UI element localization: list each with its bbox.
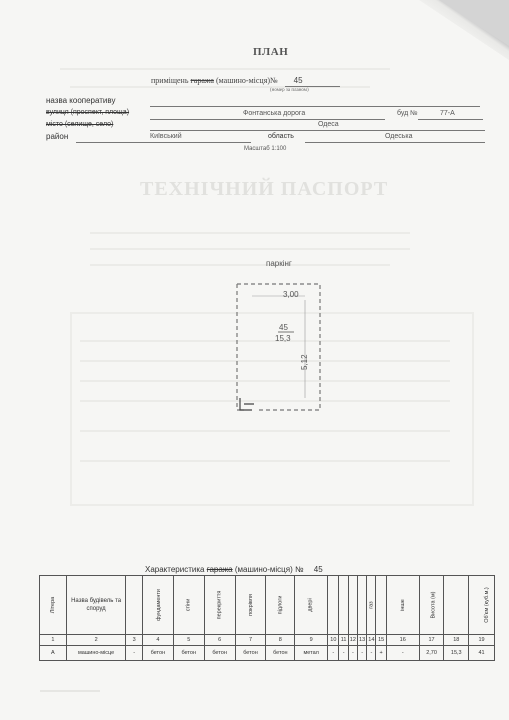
table-header-cell — [40, 576, 67, 635]
table-cell: бетон — [235, 646, 266, 661]
table-index-cell: 19 — [469, 635, 495, 646]
subtitle-prefix: приміщень — [151, 76, 189, 85]
region-label: область — [268, 133, 294, 140]
table-cell: - — [126, 646, 142, 661]
header-ceilings: перекриття — [216, 590, 223, 620]
table-index-cell: 8 — [266, 635, 295, 646]
table-index-cell: 12 — [348, 635, 357, 646]
district-label: район — [46, 132, 69, 141]
building-value: 77-А — [440, 110, 455, 117]
table-header-cell — [339, 576, 348, 635]
street-value: Фонтанська дорога — [243, 110, 306, 117]
table-index-cell: 14 — [367, 635, 376, 646]
table-index-cell: 16 — [386, 635, 419, 646]
table-header-cell — [469, 576, 495, 635]
header-doors: двері — [308, 598, 315, 612]
header-other: інше — [399, 599, 406, 611]
length-dimension: 5,12 — [300, 354, 309, 370]
subtitle-struck-word: гаража — [190, 76, 214, 85]
table-index-cell: 18 — [444, 635, 469, 646]
table-header-cell: Назва будівель та споруд — [66, 576, 126, 635]
table-header-cell — [376, 576, 386, 635]
table-header-cell — [328, 576, 339, 635]
table-header-cell — [419, 576, 444, 635]
table-title-prefix: Характеристика — [145, 565, 205, 574]
table-cell: бетон — [204, 646, 235, 661]
table-header-cell — [204, 576, 235, 635]
table-cell: бетон — [142, 646, 173, 661]
header-volume: Об'єм (куб.м.) — [483, 587, 490, 623]
table-index-cell: 2 — [66, 635, 126, 646]
table-cell: 41 — [469, 646, 495, 661]
table-cell: метал — [295, 646, 328, 661]
header-letter: Літера — [49, 596, 56, 614]
scale-label: Масштаб 1:100 — [244, 146, 287, 152]
table-header-cell — [142, 576, 173, 635]
table-index-cell: 4 — [142, 635, 173, 646]
table-index-cell: 7 — [235, 635, 266, 646]
table-cell: - — [339, 646, 348, 661]
table-index-row — [40, 635, 495, 646]
table-cell: машино-місце — [66, 646, 126, 661]
table-index-cell: 6 — [204, 635, 235, 646]
building-label: буд № — [397, 110, 418, 117]
table-header-cell — [295, 576, 328, 635]
table-cell: 2,70 — [419, 646, 444, 661]
table-header-cell — [444, 576, 469, 635]
header-gas: газ — [368, 601, 375, 609]
table-header-cell — [173, 576, 204, 635]
table-cell: 15,3 — [444, 646, 469, 661]
parking-label: паркінг — [266, 259, 292, 268]
room-number: 45 — [279, 323, 288, 332]
table-index-cell: 1 — [40, 635, 67, 646]
header-floors: підлоги — [277, 595, 284, 615]
table-title — [145, 565, 323, 574]
header-roof: покрівля — [247, 594, 254, 616]
table-title-number: 45 — [313, 565, 323, 574]
table-header-cell — [348, 576, 357, 635]
table-index-cell: 15 — [376, 635, 386, 646]
parking-space-outline — [237, 284, 320, 410]
table-cell: - — [328, 646, 339, 661]
table-index-cell: 11 — [339, 635, 348, 646]
city-label: місто (селище, село) — [46, 121, 114, 128]
table-header-cell — [266, 576, 295, 635]
number-caption: (номер за планом) — [270, 88, 309, 93]
table-header-cell — [235, 576, 266, 635]
table-cell: бетон — [173, 646, 204, 661]
table-cell: - — [357, 646, 366, 661]
table-header-cell — [386, 576, 419, 635]
street-label: вулиця (проспект, площа) — [46, 109, 130, 116]
table-index-cell: 5 — [173, 635, 204, 646]
table-cell: - — [367, 646, 376, 661]
table-row — [40, 646, 495, 661]
table-cell: - — [348, 646, 357, 661]
table-header-row — [40, 576, 495, 635]
table-title-rest: (машино-місця) № — [234, 565, 304, 574]
table-title-struck: гаража — [206, 565, 233, 574]
table-header-cell — [367, 576, 376, 635]
table-index-cell: 10 — [328, 635, 339, 646]
entrance-mark-icon — [240, 398, 254, 410]
subtitle-rest: (машино-місця)№ — [215, 76, 278, 85]
table-index-cell: 17 — [419, 635, 444, 646]
table-cell: - — [386, 646, 419, 661]
table-index-cell: 3 — [126, 635, 142, 646]
header-foundations: фундаменти — [155, 589, 162, 621]
table-cell: + — [376, 646, 386, 661]
city-value: Одеса — [318, 121, 339, 128]
table-cell: бетон — [266, 646, 295, 661]
document-title: ПЛАН — [253, 46, 289, 58]
table-header-cell — [126, 576, 142, 635]
region-value: Одеська — [385, 133, 413, 140]
header-walls: стіни — [185, 598, 192, 612]
header-height: Висота (м) — [430, 591, 437, 619]
district-value: Київський — [150, 133, 182, 140]
characteristics-table — [39, 575, 495, 661]
table-index-cell: 13 — [357, 635, 366, 646]
table-header-cell — [357, 576, 366, 635]
room-area: 15,3 — [275, 334, 291, 343]
bleed-through-line — [40, 690, 100, 692]
table-cell: А — [40, 646, 67, 661]
table-index-cell: 9 — [295, 635, 328, 646]
width-dimension: 3,00 — [283, 290, 299, 299]
coop-label: назва кооперативу — [46, 96, 116, 105]
bleed-through-text: ТЕХНІЧНИЙ ПАСПОРТ — [140, 178, 389, 200]
plan-number: 45 — [293, 76, 303, 85]
